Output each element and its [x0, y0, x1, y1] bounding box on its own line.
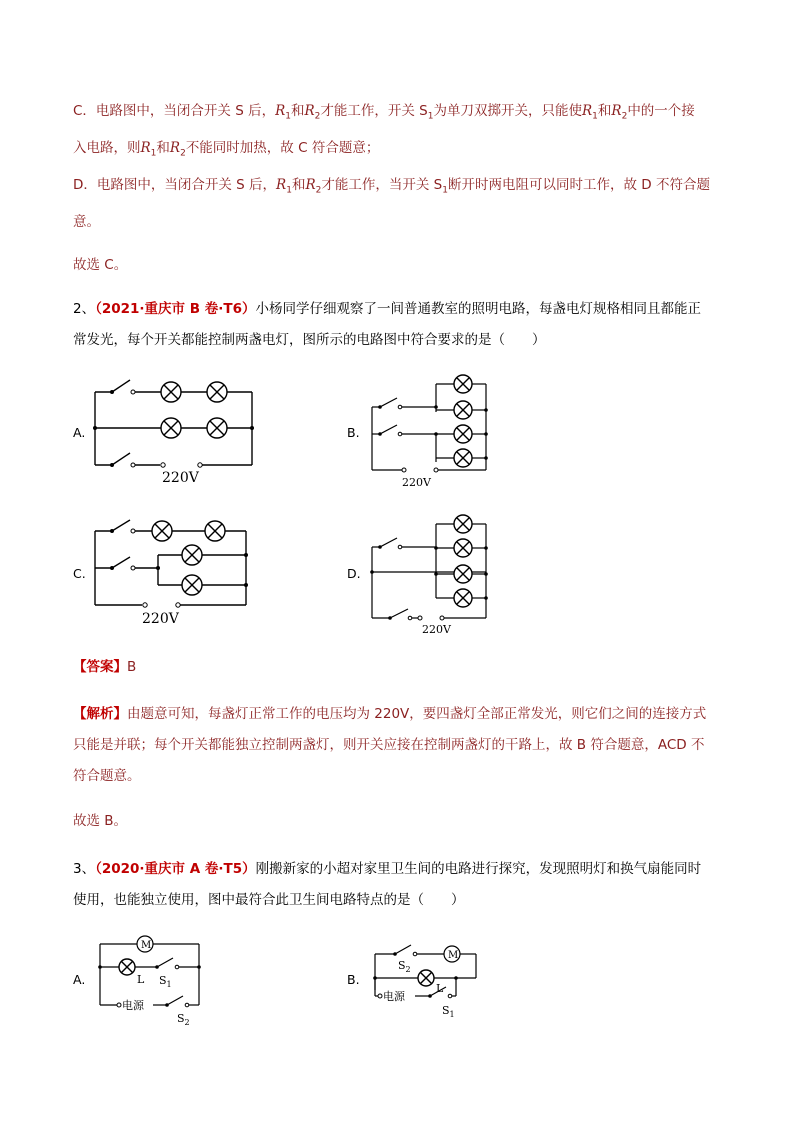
- choose-b: 故选 B。: [73, 813, 128, 829]
- circuit-a: [90, 370, 270, 485]
- q3-option-b-label: B.: [347, 972, 360, 987]
- circuit-q3-a: [95, 930, 225, 1030]
- answer-q2: 【答案】B: [73, 659, 137, 675]
- question-2-stem: 2、（2021·重庆市 B 卷·T6）小杨同学仔细观察了一间普通教室的照明电路，每盏电灯规格相同且都能正 常发光，每个开关都能控制两盏电灯，图所示的电路图中符合要求的是（ ）: [73, 301, 701, 348]
- solution-c: C．电路图中，当闭合开关 S 后，$R_1$和$R_2$才能工作，开关 $S_1$为单刀双掷开关，只能使$R_1$和$R_2$中的一个接 入电路，则$R_1$和$R_2$不能同时加热，故 C 符合题意；: [73, 103, 695, 159]
- choose-c: 故选 C。: [73, 257, 128, 273]
- option-b-label: B.: [347, 425, 360, 440]
- switch-s2-label-a: $S_2$: [177, 1012, 190, 1027]
- motor-label-b: M: [448, 950, 459, 961]
- power-label-a: 电源: [122, 999, 144, 1012]
- switch-s2-label-b: $S_2$: [398, 959, 411, 974]
- motor-label-a: M: [141, 940, 152, 951]
- switch-s1-label-a: $S_1$: [159, 974, 172, 989]
- lamp-label-b: L: [436, 982, 444, 995]
- option-c-label: C.: [73, 566, 86, 581]
- q3-option-a-label: A.: [73, 972, 86, 987]
- voltage-label-b: 220V: [402, 476, 431, 489]
- circuit-c: [90, 515, 265, 630]
- lamp-label-a: L: [137, 973, 145, 986]
- switch-s1-label-b: $S_1$: [442, 1004, 455, 1019]
- circuit-b: [360, 372, 500, 490]
- option-a-label: A.: [73, 425, 86, 440]
- voltage-label-d: 220V: [422, 623, 451, 636]
- circuit-q3-b: [370, 938, 500, 1023]
- voltage-label-a: 220V: [162, 470, 199, 486]
- power-label-b: 电源: [383, 990, 405, 1003]
- analysis-q2: 【解析】由题意可知，每盏灯正常工作的电压均为 220V，要四盏灯全部正常发光，则它们之间的连接方式 只能是并联；每个开关都能独立控制两盏灯，则开关应接在控制两盏灯的干路上，故 B 符合题意，ACD 不 符合题意。: [73, 706, 707, 784]
- circuit-d: [360, 512, 500, 634]
- voltage-label-c: 220V: [142, 611, 179, 627]
- question-3-stem: 3、（2020·重庆市 A 卷·T5）刚搬新家的小超对家里卫生间的电路进行探究，发现照明灯和换气扇能同时 使用，也能独立使用，图中最符合此卫生间电路特点的是（ ）: [73, 861, 702, 908]
- solution-d: D．电路图中，当闭合开关 S 后，$R_1$和$R_2$才能工作，当开关 $S_1$断开时两电阻可以同时工作，故 D 不符合题 意。: [73, 177, 710, 230]
- option-d-label: D.: [347, 566, 361, 581]
